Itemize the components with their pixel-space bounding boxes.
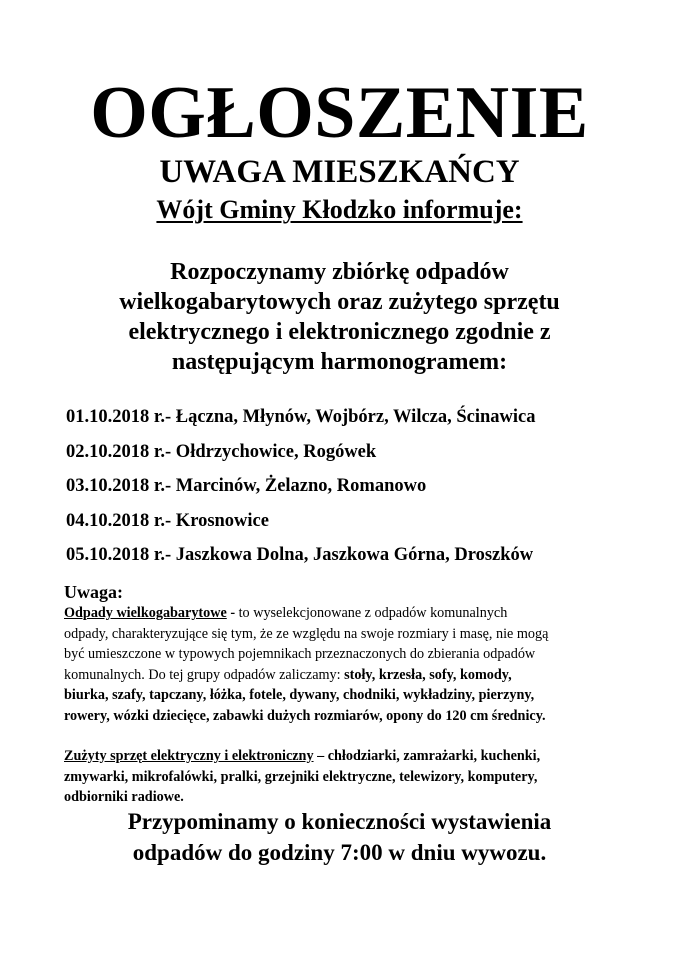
electro-items: odbiorniki radiowe. — [64, 789, 184, 805]
schedule-date: 05.10.2018 r. — [66, 545, 166, 565]
intro-line: następującym harmonogramem: — [171, 349, 508, 375]
intro-paragraph — [60, 257, 619, 377]
note-heading: Uwaga: — [64, 582, 123, 602]
reminder-text — [40, 806, 639, 868]
schedule-item — [66, 469, 666, 504]
informs-heading — [0, 194, 679, 226]
bulky-text: to wyselekcjonowane z odpadów komunalnych — [238, 605, 508, 621]
schedule-item — [66, 538, 666, 573]
bulky-waste-term: Odpady wielkogabarytowe — [64, 605, 227, 621]
note-section — [64, 581, 624, 808]
schedule-item — [66, 504, 666, 539]
schedule-places: - Ołdrzychowice, Rogówek — [165, 441, 377, 462]
schedule-places: - Krosnowice — [165, 510, 269, 531]
intro-line: wielkogabarytowych oraz zużytego sprzętu — [119, 289, 560, 315]
bulky-items: stoły, krzesła, sofy, komody, — [344, 666, 512, 683]
reminder-line: Przypominamy o konieczności wystawienia — [127, 809, 552, 834]
bulky-items: rowery, wózki dziecięce, zabawki dużych rozmiarów, opony do 120 cm średnicy. — [64, 707, 546, 724]
electro-waste-description — [64, 746, 624, 808]
bulky-items: biurka, szafy, tapczany, łóżka, fotele, dywany, chodniki, wykładziny, pierzyny, — [64, 687, 535, 703]
informs-text: Wójt Gminy Kłodzko informuje: — [156, 195, 523, 224]
electro-items: zmywarki, mikrofalówki, pralki, grzejniki elektryczne, telewizory, komputery, — [64, 768, 538, 785]
collection-schedule — [66, 400, 666, 573]
schedule-places: - Marcinów, Żelazno, Romanowo — [165, 476, 427, 496]
spacer — [64, 726, 624, 746]
intro-line: elektrycznego i elektronicznego zgodnie z — [128, 319, 551, 345]
schedule-date: 03.10.2018 r. — [66, 476, 166, 496]
reminder-line: odpadów do godziny 7:00 w dniu wywozu. — [132, 840, 547, 865]
bulky-text: być umieszczone w typowych pojemnikach przeznaczonych do zbierania odpadów — [64, 646, 536, 662]
bulky-text: komunalnych. Do tej grupy odpadów zaliczamy: — [64, 666, 345, 683]
schedule-date: 01.10.2018 r. — [66, 407, 166, 427]
schedule-date: 02.10.2018 r. — [66, 441, 166, 462]
schedule-date: 04.10.2018 r. — [66, 510, 166, 531]
schedule-item — [66, 400, 666, 435]
term-dash: – — [313, 748, 328, 764]
page-title: OGŁOSZENIE — [90, 72, 589, 154]
schedule-item — [66, 435, 666, 470]
electro-items: chłodziarki, zamrażarki, kuchenki, — [327, 748, 541, 764]
term-dash: - — [226, 605, 239, 621]
electro-waste-term: Zużyty sprzęt elektryczny i elektroniczny — [64, 748, 314, 764]
bulky-waste-description — [64, 603, 624, 726]
page-subtitle: UWAGA MIESZKAŃCY — [159, 154, 520, 190]
schedule-places: - Jaszkowa Dolna, Jaszkowa Górna, Droszków — [165, 545, 534, 565]
bulky-text: odpady, charakteryzujące się tym, że ze względu na swoje rozmiary i masę, nie mogą — [64, 625, 549, 642]
intro-line: Rozpoczynamy zbiórkę odpadów — [170, 259, 509, 285]
schedule-places: - Łączna, Młynów, Wojbórz, Wilcza, Ścinawica — [165, 407, 536, 427]
